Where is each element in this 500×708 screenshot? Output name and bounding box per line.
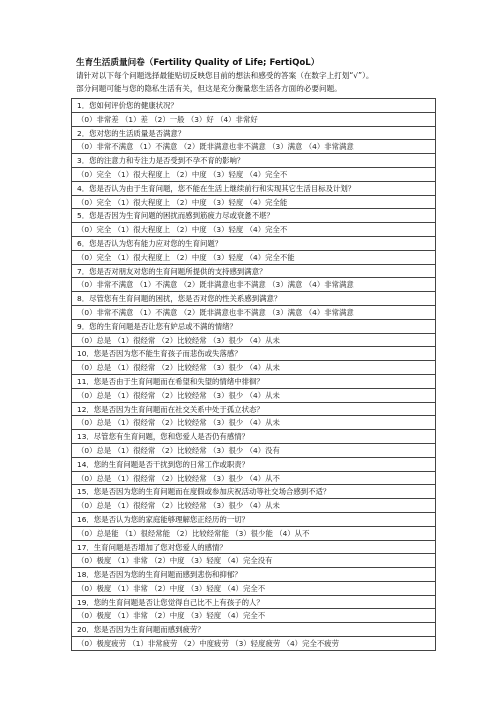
answer-options-row-6[interactable]: （0）完全 （1）很大程度上 （2）中度 （3）轻度 （4）完全不能 <box>72 251 435 265</box>
answer-options-row-20[interactable]: （0）极度疲劳 （1）非常疲劳 （2）中度疲劳 （3）轻度疲劳 （4）完全不疲劳 <box>72 637 435 651</box>
question-row-13: 13．尽管您有生育问题，您和您爱人是否仍有感情？ <box>72 430 435 444</box>
question-row-2: 2．您对您的生活质量是否满意？ <box>72 127 435 141</box>
question-row-9: 9．您的生育问题是否让您有妒忌或不满的情绪？ <box>72 320 435 334</box>
answer-options-row-17[interactable]: （0）极度 （1）非常 （2）中度 （3）轻度 （4）完全没有 <box>72 554 435 568</box>
answer-options-row-9[interactable]: （0）总是 （1）很经常 （2）比较经常 （3）很少 （4）从未 <box>72 334 435 348</box>
question-row-5: 5．您是否因为生育问题的困扰而感到筋疲力尽或衰惫不堪？ <box>72 209 435 223</box>
answer-options-row-14[interactable]: （0）总是 （1）很经常 （2）比较经常 （3）很少 （4）从不 <box>72 472 435 486</box>
answer-options-row-15[interactable]: （0）总是 （1）很经常 （2）比较经常 （3）很少 （4）从未 <box>72 499 435 513</box>
answer-options-row-4[interactable]: （0）完全 （1）很大程度上 （2）中度 （3）轻度 （4）完全能 <box>72 196 435 210</box>
answer-options-row-10[interactable]: （0）总是 （1）很经常 （2）比较经常 （3）很少 （4）从未 <box>72 361 435 375</box>
answer-options-row-1[interactable]: （0）非常差 （1）差 （2）一般 （3）好 （4）非常好 <box>72 113 435 127</box>
answer-options-row-5[interactable]: （0）完全 （1）很大程度上 （2）中度 （3）轻度 （4）完全不 <box>72 223 435 237</box>
instruction-line: 请针对以下每个问题选择最能贴切反映您目前的想法和感受的答案（在数字上打划“√”）。 <box>76 71 374 80</box>
questionnaire-table <box>71 98 436 651</box>
answer-options-row-19[interactable]: （0）极度 （1）非常 （2）中度 （3）轻度 （4）完全不 <box>72 609 435 623</box>
question-row-16: 16．您是否认为您的家庭能够理解您正经历的一切？ <box>72 513 435 527</box>
document-title: 生育生活质量问卷（Fertility Quality of Life; FertiQoL） <box>76 58 320 68</box>
question-row-1: 1．您如何评价您的健康状况？ <box>72 99 435 113</box>
instructions <box>76 70 436 95</box>
answer-options-row-7[interactable]: （0）非常不满意 （1）不满意 （2）既非满意也非不满意 （3）满意 （4）非常满意 <box>72 278 435 292</box>
question-row-6: 6．您是否认为您有能力应对您的生育问题？ <box>72 237 435 251</box>
answer-options-row-13[interactable]: （0）总是 （1）很经常 （2）比较经常 （3）很少 （4）没有 <box>72 444 435 458</box>
question-row-14: 14．您的生育问题是否干扰到您的日常工作或职责？ <box>72 458 435 472</box>
question-row-19: 19．您的生育问题是否让您觉得自己比不上有孩子的人？ <box>72 596 435 610</box>
question-row-20: 20．您是否因为生育问题而感到疲劳？ <box>72 623 435 637</box>
answer-options-row-18[interactable]: （0）极度 （1）非常 （2）中度 （3）轻度 （4）完全不 <box>72 582 435 596</box>
question-row-12: 12．您是否因为生育问题而在社交关系中处于孤立状态？ <box>72 403 435 417</box>
question-row-4: 4．您是否认为由于生育问题，您不能在生活上继续前行和实现其它生活目标及计划？ <box>72 182 435 196</box>
answer-options-row-11[interactable]: （0）总是 （1）很经常 （2）比较经常 （3）很少 （4）从未 <box>72 389 435 403</box>
answer-options-row-2[interactable]: （0）非常不满意 （1）不满意 （2）既非满意也非不满意 （3）满意 （4）非常满意 <box>72 140 435 154</box>
answer-options-row-3[interactable]: （0）完全 （1）很大程度上 （2）中度 （3）轻度 （4）完全不 <box>72 168 435 182</box>
question-row-18: 18．您是否因为您的生育问题而感到悲伤和抑郁？ <box>72 568 435 582</box>
question-row-8: 8．尽管您有生育问题的困扰，您是否对您的性关系感到满意？ <box>72 292 435 306</box>
answer-options-row-16[interactable]: （0）总是能 （1）很经常能 （2）比较经常能 （3）很少能 （4）从不 <box>72 527 435 541</box>
question-row-7: 7．您是否对朋友对您的生育问题所提供的支持感到满意？ <box>72 265 435 279</box>
answer-options-row-12[interactable]: （0）总是 （1）很经常 （2）比较经常 （3）很少 （4）从未 <box>72 416 435 430</box>
answer-options-row-8[interactable]: （0）非常不满意 （1）不满意 （2）既非满意也非不满意 （3）满意 （4）非常满意 <box>72 306 435 320</box>
question-row-10: 10．您是否因为您不能生育孩子而悲伤或失落感？ <box>72 347 435 361</box>
question-row-11: 11．您是否由于生育问题而在希望和失望的情绪中徘徊？ <box>72 375 435 389</box>
question-row-17: 17．生育问题是否增加了您对您爱人的感情？ <box>72 541 435 555</box>
question-row-15: 15．您是否因为您的生育问题而在度假或参加庆祝活动等社交场合感到不适？ <box>72 485 435 499</box>
instruction-line: 部分问题可能与您的隐私生活有关，但这是充分衡量您生活各方面的必要问题。 <box>76 83 342 93</box>
question-row-3: 3．您的注意力和专注力是否受到不孕不育的影响？ <box>72 154 435 168</box>
